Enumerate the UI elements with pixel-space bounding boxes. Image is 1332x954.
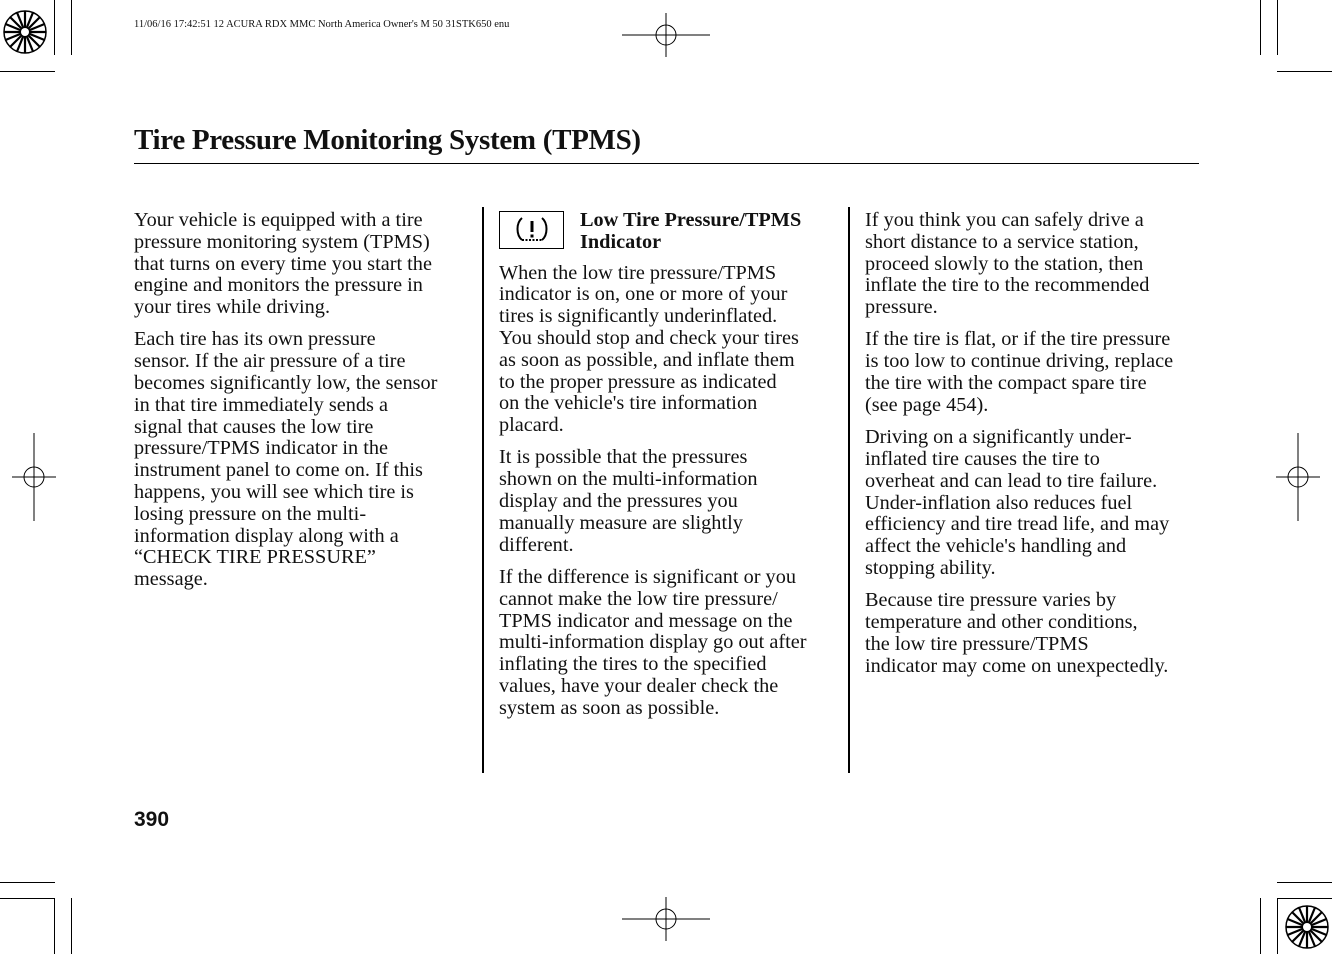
column-3 (865, 210, 1201, 688)
indicator-title: Low Tire Pressure/TPMS Indicator (580, 209, 802, 253)
paragraph: If you think you can safely drive a short distance to a service station, proceed slowly to the station, then inflate the tire to the recommended pressure. (865, 209, 1150, 319)
paragraph: If the difference is significant or you cannot make the low tire pressure/ TPMS indicator and message on the multi-information display go out after inflating the tires to the specified values, have your dealer check the system as soon as possible. (499, 565, 807, 719)
tpms-warning-icon (499, 211, 564, 249)
registration-crosshair-icon (12, 433, 56, 521)
paragraph: If the tire is flat, or if the tire pressure is too low to continue driving, replace the tire with the compact spare tire (see page 454). (865, 328, 1174, 416)
paragraph: When the low tire pressure/TPMS indicator is on, one or more of your tires is significantly underinflated. You should stop and check your tires as soon as possible, and inflate them to the proper pressure as indicated on the vehicle's tire information placard. (499, 261, 799, 437)
page-title: Tire Pressure Monitoring System (TPMS) (134, 124, 641, 156)
registration-starburst-icon (2, 9, 48, 55)
page-number: 390 (134, 808, 170, 831)
paragraph: Because tire pressure varies by temperature and other conditions, the low tire pressure/TPMS indicator may come on unexpectedly. (865, 589, 1169, 677)
registration-crosshair-icon (622, 13, 710, 57)
column-divider (482, 207, 484, 773)
print-header: 11/06/16 17:42:51 12 ACURA RDX MMC North America Owner's M 50 31STK650 enu (134, 19, 510, 30)
column-divider (848, 207, 850, 773)
paragraph: Your vehicle is equipped with a tire pressure monitoring system (TPMS) that turns on every time you start the engine and monitors the pressure in your tires while driving. (134, 209, 432, 319)
paragraph: Driving on a significantly under- inflated tire causes the tire to overheat and can lead to tire failure. Under-inflation also reduces fuel efficiency and tire tread life, and may affect the vehicle's handling and stopping ability. (865, 426, 1170, 579)
registration-crosshair-icon (1276, 433, 1320, 521)
indicator-heading (499, 210, 839, 254)
title-rule (134, 163, 1199, 164)
registration-starburst-icon (1284, 904, 1330, 950)
column-1 (134, 210, 474, 602)
column-2 (499, 210, 839, 730)
registration-crosshair-icon (622, 897, 710, 941)
paragraph: It is possible that the pressures shown on the multi-information display and the pressures you manually measure are slightly different. (499, 446, 758, 556)
paragraph: Each tire has its own pressure sensor. If the air pressure of a tire becomes significantly low, the sensor in that tire immediately sends a signal that causes the low tire pressure/TPMS indicator in the instrument panel to come on. If this happens, you will see which tire is losing pressure on the multi- information display along with a “CHECK TIRE PRESSURE” message. (134, 328, 438, 591)
